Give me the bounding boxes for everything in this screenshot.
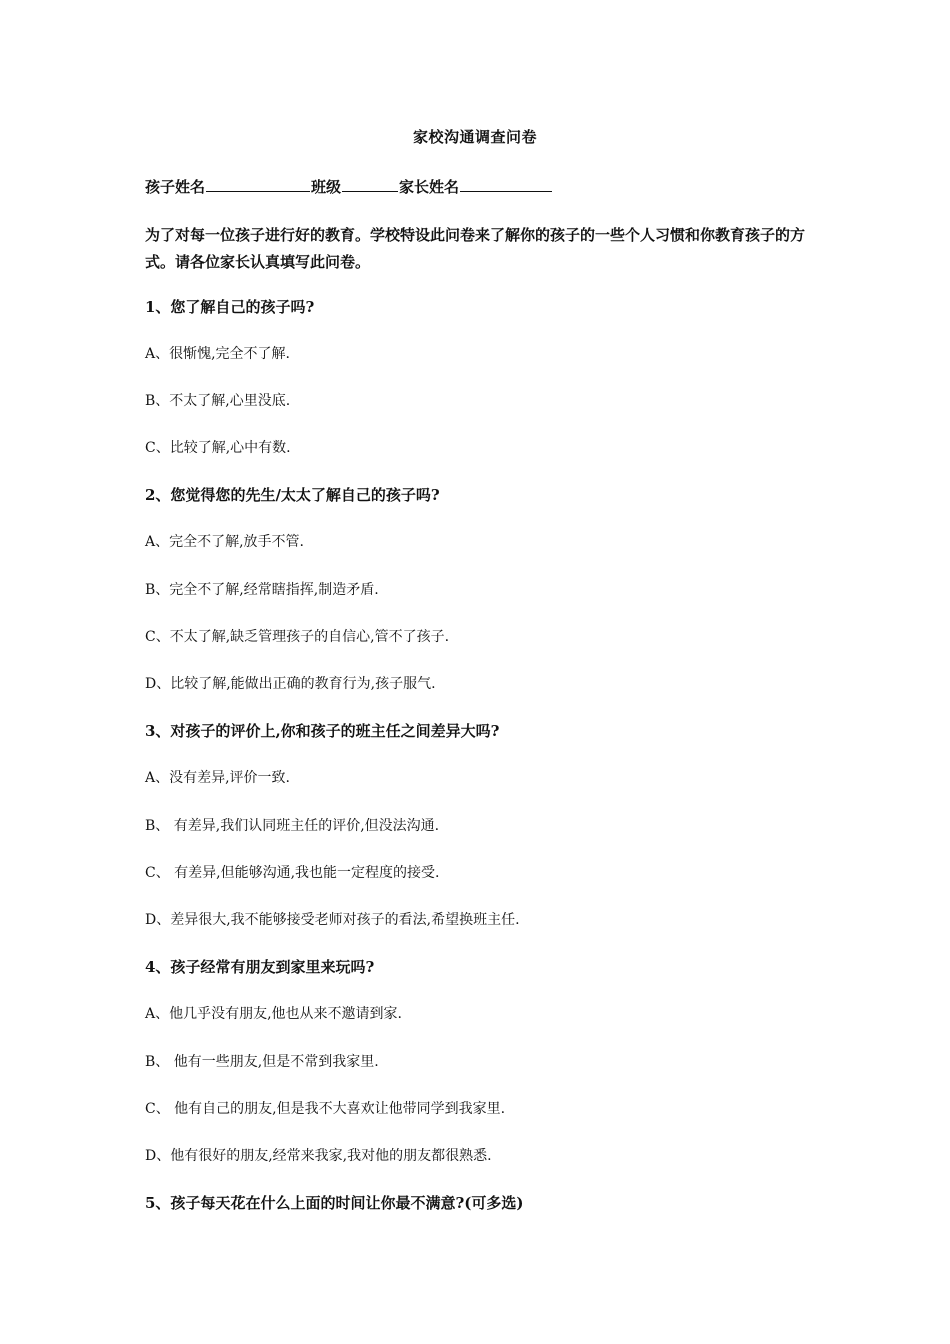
question-5: 5、孩子每天花在什么上面的时间让你最不满意?(可多选) [145, 1194, 524, 1212]
child-name-label: 孩子姓名 [145, 178, 206, 196]
question-4-option-a: A、他几乎没有朋友,他也从来不邀请到家. [145, 1006, 403, 1022]
question-2: 2、您觉得您的先生/太太了解自己的孩子吗? [145, 486, 440, 504]
question-1-option-a: A、很惭愧,完全不了解. [145, 346, 291, 362]
question-1: 1、您了解自己的孩子吗? [145, 298, 315, 316]
question-2-option-b: B、完全不了解,经常瞎指挥,制造矛盾. [145, 582, 379, 598]
question-3-option-c: C、 有差异,但能够沟通,我也能一定程度的接受. [145, 865, 440, 881]
question-2-option-a: A、完全不了解,放手不管. [145, 534, 305, 550]
question-3-option-a: A、没有差异,评价一致. [145, 770, 291, 786]
question-3-option-b: B、 有差异,我们认同班主任的评价,但没法沟通. [145, 818, 440, 834]
question-4: 4、孩子经常有朋友到家里来玩吗? [145, 958, 375, 976]
question-4-option-d: D、他有很好的朋友,经常来我家,我对他的朋友都很熟悉. [145, 1148, 492, 1164]
question-1-option-c: C、比较了解,心中有数. [145, 440, 291, 456]
parent-name-label: 家长姓名 [399, 178, 460, 196]
class-label: 班级 [311, 178, 342, 196]
info-fields-row [145, 175, 553, 197]
question-3-option-d: D、差异很大,我不能够接受老师对孩子的看法,希望换班主任. [145, 912, 520, 928]
question-4-option-b: B、 他有一些朋友,但是不常到我家里. [145, 1054, 379, 1070]
parent-name-blank [460, 175, 552, 192]
question-3: 3、对孩子的评价上,你和孩子的班主任之间差异大吗? [145, 722, 500, 740]
child-name-blank [206, 175, 310, 192]
intro-paragraph: 为了对每一位孩子进行好的教育。学校特设此问卷来了解你的孩子的一些个人习惯和你教育孩子的方式。请各位家长认真填写此问卷。 [145, 226, 806, 271]
question-4-option-c: C、 他有自己的朋友,但是我不大喜欢让他带同学到我家里. [145, 1101, 506, 1117]
question-1-option-b: B、不太了解,心里没底. [145, 393, 291, 409]
class-blank [342, 175, 398, 192]
question-2-option-d: D、比较了解,能做出正确的教育行为,孩子服气. [145, 676, 436, 692]
question-2-option-c: C、不太了解,缺乏管理孩子的自信心,管不了孩子. [145, 629, 450, 645]
document-title: 家校沟通调查问卷 [412, 128, 537, 146]
